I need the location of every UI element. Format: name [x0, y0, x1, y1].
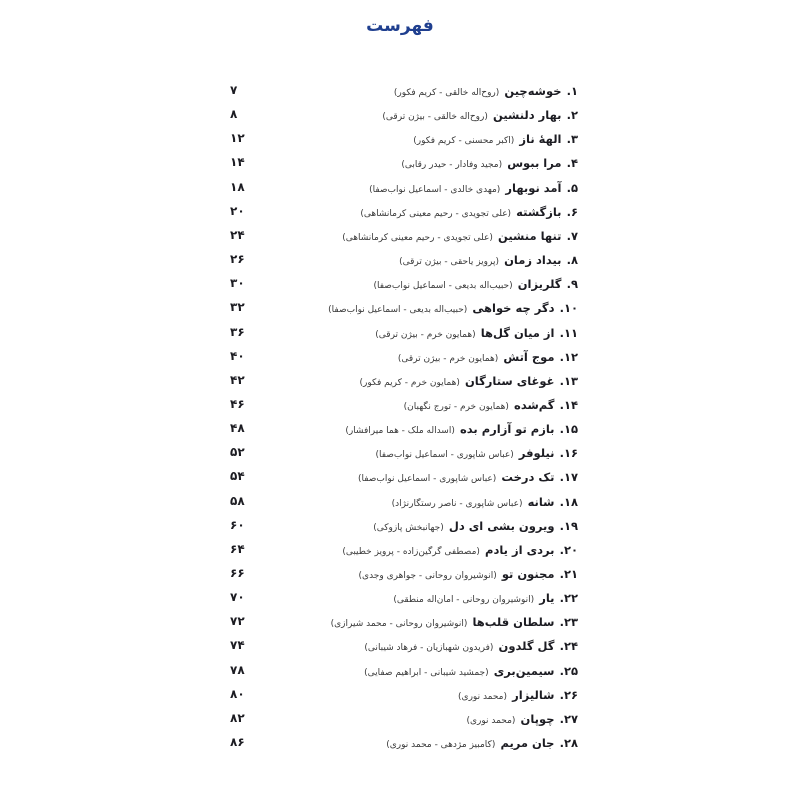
toc-entry-text — [364, 660, 578, 680]
song-title: آمد نوبهار — [505, 180, 562, 195]
page-number: ۸ — [230, 107, 238, 122]
toc-entry-text — [373, 273, 578, 293]
toc-entry-text — [331, 611, 578, 631]
entry-number: ۳. — [566, 132, 578, 147]
entry-number: ۲۲. — [559, 591, 578, 606]
page-number: ۷۲ — [230, 614, 245, 629]
song-credits: (حبیب‌اله بدیعی - اسماعیل نواب‌صفا) — [328, 305, 468, 316]
song-credits: (جهانبخش پازوکی) — [373, 522, 444, 533]
toc-entry-text — [398, 346, 578, 366]
page-number: ۴۸ — [230, 421, 245, 436]
entry-number: ۲. — [566, 108, 578, 123]
page-number: ۶۰ — [230, 517, 245, 532]
toc-entry[interactable] — [230, 466, 578, 486]
toc-entry[interactable] — [230, 611, 578, 631]
song-title: نیلوفر — [518, 446, 555, 461]
page-number: ۲۰ — [230, 203, 245, 218]
song-credits: (اسداله ملک - هما میرافشار) — [345, 426, 455, 437]
toc-entry[interactable] — [230, 249, 578, 269]
page-number: ۵۲ — [230, 445, 245, 460]
entry-number: ۶. — [566, 204, 578, 219]
page-number: ۶۶ — [230, 566, 245, 580]
song-credits: (کامبیز مژدهی - محمد نوری) — [386, 740, 496, 751]
entry-number: ۲۱. — [559, 567, 578, 581]
toc-entry-text — [394, 80, 578, 100]
toc-entry-text — [328, 297, 578, 317]
toc-entry-text — [375, 322, 578, 342]
entry-number: ۲۳. — [559, 615, 578, 630]
toc-entry[interactable] — [230, 442, 578, 462]
toc-entry-text — [359, 563, 578, 583]
toc-entry-text — [382, 104, 578, 124]
entry-number: ۲۸. — [559, 736, 578, 751]
song-credits: (فریدون شهبازیان - فرهاد شیبانی) — [364, 643, 494, 654]
song-title: بازم تو آزارم بده — [459, 422, 555, 437]
song-credits: (عباس شاپوری - ناصر رستگارنژاد) — [391, 498, 523, 509]
page-number: ۷۸ — [230, 662, 245, 677]
toc-entry[interactable] — [230, 708, 578, 728]
toc-entry-text — [393, 587, 578, 607]
toc-entry[interactable] — [230, 491, 578, 511]
toc-entry[interactable] — [230, 563, 578, 583]
entry-number: ۴. — [566, 156, 578, 171]
song-title: بازگشته — [516, 204, 562, 219]
song-title: بیداد زمان — [504, 253, 562, 268]
page-number: ۵۴ — [230, 469, 245, 484]
song-credits: (محمد نوری) — [458, 691, 508, 702]
toc-entry[interactable] — [230, 660, 578, 680]
toc-entry[interactable] — [230, 635, 578, 655]
song-credits: (مجید وفادار - حیدر رقابی) — [401, 160, 503, 171]
toc-entry-text — [399, 249, 578, 269]
entry-number: ۹. — [566, 277, 578, 292]
page-number: ۵۸ — [230, 493, 245, 508]
toc-entry-text — [360, 370, 578, 390]
toc-entry-text — [364, 635, 578, 655]
entry-number: ۱۹. — [559, 518, 578, 533]
entry-number: ۱۶. — [559, 446, 578, 461]
entry-number: ۲۰. — [559, 542, 578, 557]
page-number: ۸۰ — [230, 686, 245, 701]
song-credits: (انوشیروان روحانی - محمد شیرازی) — [330, 619, 468, 630]
song-credits: (همایون خرم - بیژن ترقی) — [397, 353, 499, 364]
song-title: الههٔ ناز — [519, 132, 562, 147]
toc-entry-text — [466, 708, 578, 728]
song-credits: (مصطفی گرگین‌زاده - پرویز خطیبی) — [342, 546, 480, 557]
song-title: جان مریم — [500, 736, 555, 751]
toc-entry[interactable] — [230, 346, 578, 366]
page-number: ۱۴ — [230, 155, 245, 170]
entry-number: ۱۰. — [559, 301, 578, 316]
song-title: گلریزان — [517, 277, 562, 292]
toc-entry-text — [358, 466, 578, 486]
toc-entry-text — [342, 539, 578, 559]
toc-entry-text — [404, 394, 578, 414]
page-number: ۲۴ — [230, 227, 245, 242]
page-number: ۳۶ — [230, 324, 245, 339]
song-credits: (عباس شاپوری - اسماعیل نواب‌صفا) — [375, 450, 514, 461]
entry-number: ۱۵. — [559, 422, 578, 437]
page-number: ۷۴ — [230, 638, 245, 653]
page-number: ۷ — [230, 83, 238, 97]
entry-number: ۱۴. — [559, 397, 578, 412]
page-number: ۴۰ — [230, 348, 245, 363]
toc-entry-text — [345, 418, 578, 438]
song-title: گم‌شده — [514, 397, 555, 412]
page-number: ۷۰ — [230, 590, 245, 605]
song-title: یار — [539, 591, 555, 606]
song-title: تک درخت — [501, 470, 555, 485]
entry-number: ۱۷. — [559, 470, 578, 485]
song-title: ویرون بشی ای دل — [448, 518, 555, 533]
song-credits: (انوشیروان روحانی - جواهری وجدی) — [358, 571, 497, 581]
song-title: سیمین‌بری — [493, 663, 555, 678]
song-credits: (همایون خرم - کریم فکور) — [359, 377, 460, 388]
toc-entry-text — [401, 152, 578, 172]
toc-title: فهرست — [366, 16, 434, 36]
entry-number: ۲۷. — [559, 711, 578, 726]
toc-entry[interactable] — [230, 732, 578, 752]
song-credits: (همایون خرم - بیژن ترقی) — [375, 329, 476, 340]
song-credits: (روح‌اله خالقی - بیژن ترقی) — [382, 112, 488, 123]
toc-entry[interactable] — [230, 539, 578, 559]
toc-entry[interactable] — [230, 322, 578, 342]
entry-number: ۷. — [566, 228, 578, 243]
page-number: ۲۶ — [230, 252, 245, 267]
toc-entry[interactable] — [230, 587, 578, 607]
song-title: بهار دلنشین — [492, 108, 562, 123]
song-title: خوشه‌چین — [504, 84, 562, 98]
page-number: ۳۲ — [230, 300, 245, 315]
toc-entry[interactable] — [230, 201, 578, 221]
page-number: ۱۲ — [230, 131, 245, 146]
page-number: ۸۶ — [230, 735, 245, 750]
toc-entry-text — [458, 684, 578, 704]
entry-number: ۲۴. — [559, 639, 578, 654]
song-title: غوغای ستارگان — [464, 373, 555, 388]
page-number: ۴۶ — [230, 396, 245, 411]
toc-entry-text — [373, 515, 578, 535]
toc-entry[interactable] — [230, 297, 578, 317]
page-number: ۱۸ — [230, 179, 245, 194]
toc-entry-text — [375, 442, 578, 462]
song-title: چوپان — [520, 711, 555, 726]
song-credits: (علی تجویدی - رحیم معینی کرمانشاهی) — [360, 208, 512, 219]
song-credits: (مهدی خالدی - اسماعیل نواب‌صفا) — [369, 184, 501, 195]
song-credits: (علی تجویدی - رحیم معینی کرمانشاهی) — [342, 232, 493, 243]
song-title: سلطان قلب‌ها — [472, 615, 555, 630]
toc-entry-text — [392, 491, 578, 511]
entry-number: ۸. — [566, 253, 578, 268]
song-credits: (اکبر محسنی - کریم فکور) — [413, 136, 515, 147]
song-title: تنها منشین — [498, 228, 562, 243]
entry-number: ۵. — [566, 180, 578, 195]
song-title: موج آتش — [503, 349, 555, 364]
song-title: شانه — [527, 494, 555, 509]
song-title: دگر چه خواهی — [472, 301, 555, 316]
page-number: ۳۰ — [230, 276, 245, 291]
page-number: ۸۲ — [230, 710, 245, 725]
song-credits: (جمشید شیبانی - ابراهیم صفایی) — [364, 667, 489, 678]
song-credits: (همایون خرم - تورج نگهبان) — [403, 401, 509, 412]
page-number: ۴۲ — [230, 372, 245, 387]
toc-entry[interactable] — [230, 394, 578, 414]
toc-entry-text — [386, 732, 578, 752]
toc-entry[interactable] — [230, 80, 578, 100]
entry-number: ۱۸. — [559, 494, 578, 509]
entry-number: ۲۵. — [559, 663, 578, 678]
toc-entry[interactable] — [230, 273, 578, 293]
toc-entry[interactable] — [230, 684, 578, 704]
toc-entry[interactable] — [230, 370, 578, 390]
toc-entry[interactable] — [230, 225, 578, 245]
toc-entry[interactable] — [230, 104, 578, 124]
song-credits: (محمد نوری) — [466, 715, 516, 726]
toc-entry[interactable] — [230, 152, 578, 172]
toc-entry-text — [342, 225, 578, 245]
page-number: ۶۴ — [230, 541, 245, 556]
entry-number: ۱۳. — [559, 373, 578, 388]
toc-entry-text — [413, 128, 578, 148]
toc-entry[interactable] — [230, 128, 578, 148]
entry-number: ۲۶. — [559, 687, 578, 702]
song-credits: (روح‌اله خالقی - کریم فکور) — [393, 88, 500, 98]
toc-entry[interactable] — [230, 418, 578, 438]
toc-entry[interactable] — [230, 177, 578, 197]
song-credits: (پرویز یاحقی - بیژن ترقی) — [399, 257, 500, 268]
entry-number: ۱. — [566, 84, 578, 98]
toc-entry[interactable] — [230, 515, 578, 535]
song-title: مجنون تو — [501, 567, 555, 581]
song-title: بردی از یادم — [485, 542, 555, 557]
song-title: گل گلدون — [498, 639, 555, 654]
song-title: شالیزار — [512, 687, 555, 702]
toc-entry-text — [369, 177, 578, 197]
song-credits: (عباس شاپوری - اسماعیل نواب‌صفا) — [357, 474, 497, 485]
song-title: مرا ببوس — [507, 156, 562, 171]
entry-number: ۱۲. — [559, 349, 578, 364]
toc-entry-text — [360, 201, 578, 221]
song-credits: (حبیب‌اله بدیعی - اسماعیل نواب‌صفا) — [373, 281, 513, 292]
song-credits: (انوشیروان روحانی - امان‌اله منطقی) — [393, 595, 535, 606]
entry-number: ۱۱. — [559, 325, 578, 340]
song-title: از میان گل‌ها — [480, 325, 555, 340]
